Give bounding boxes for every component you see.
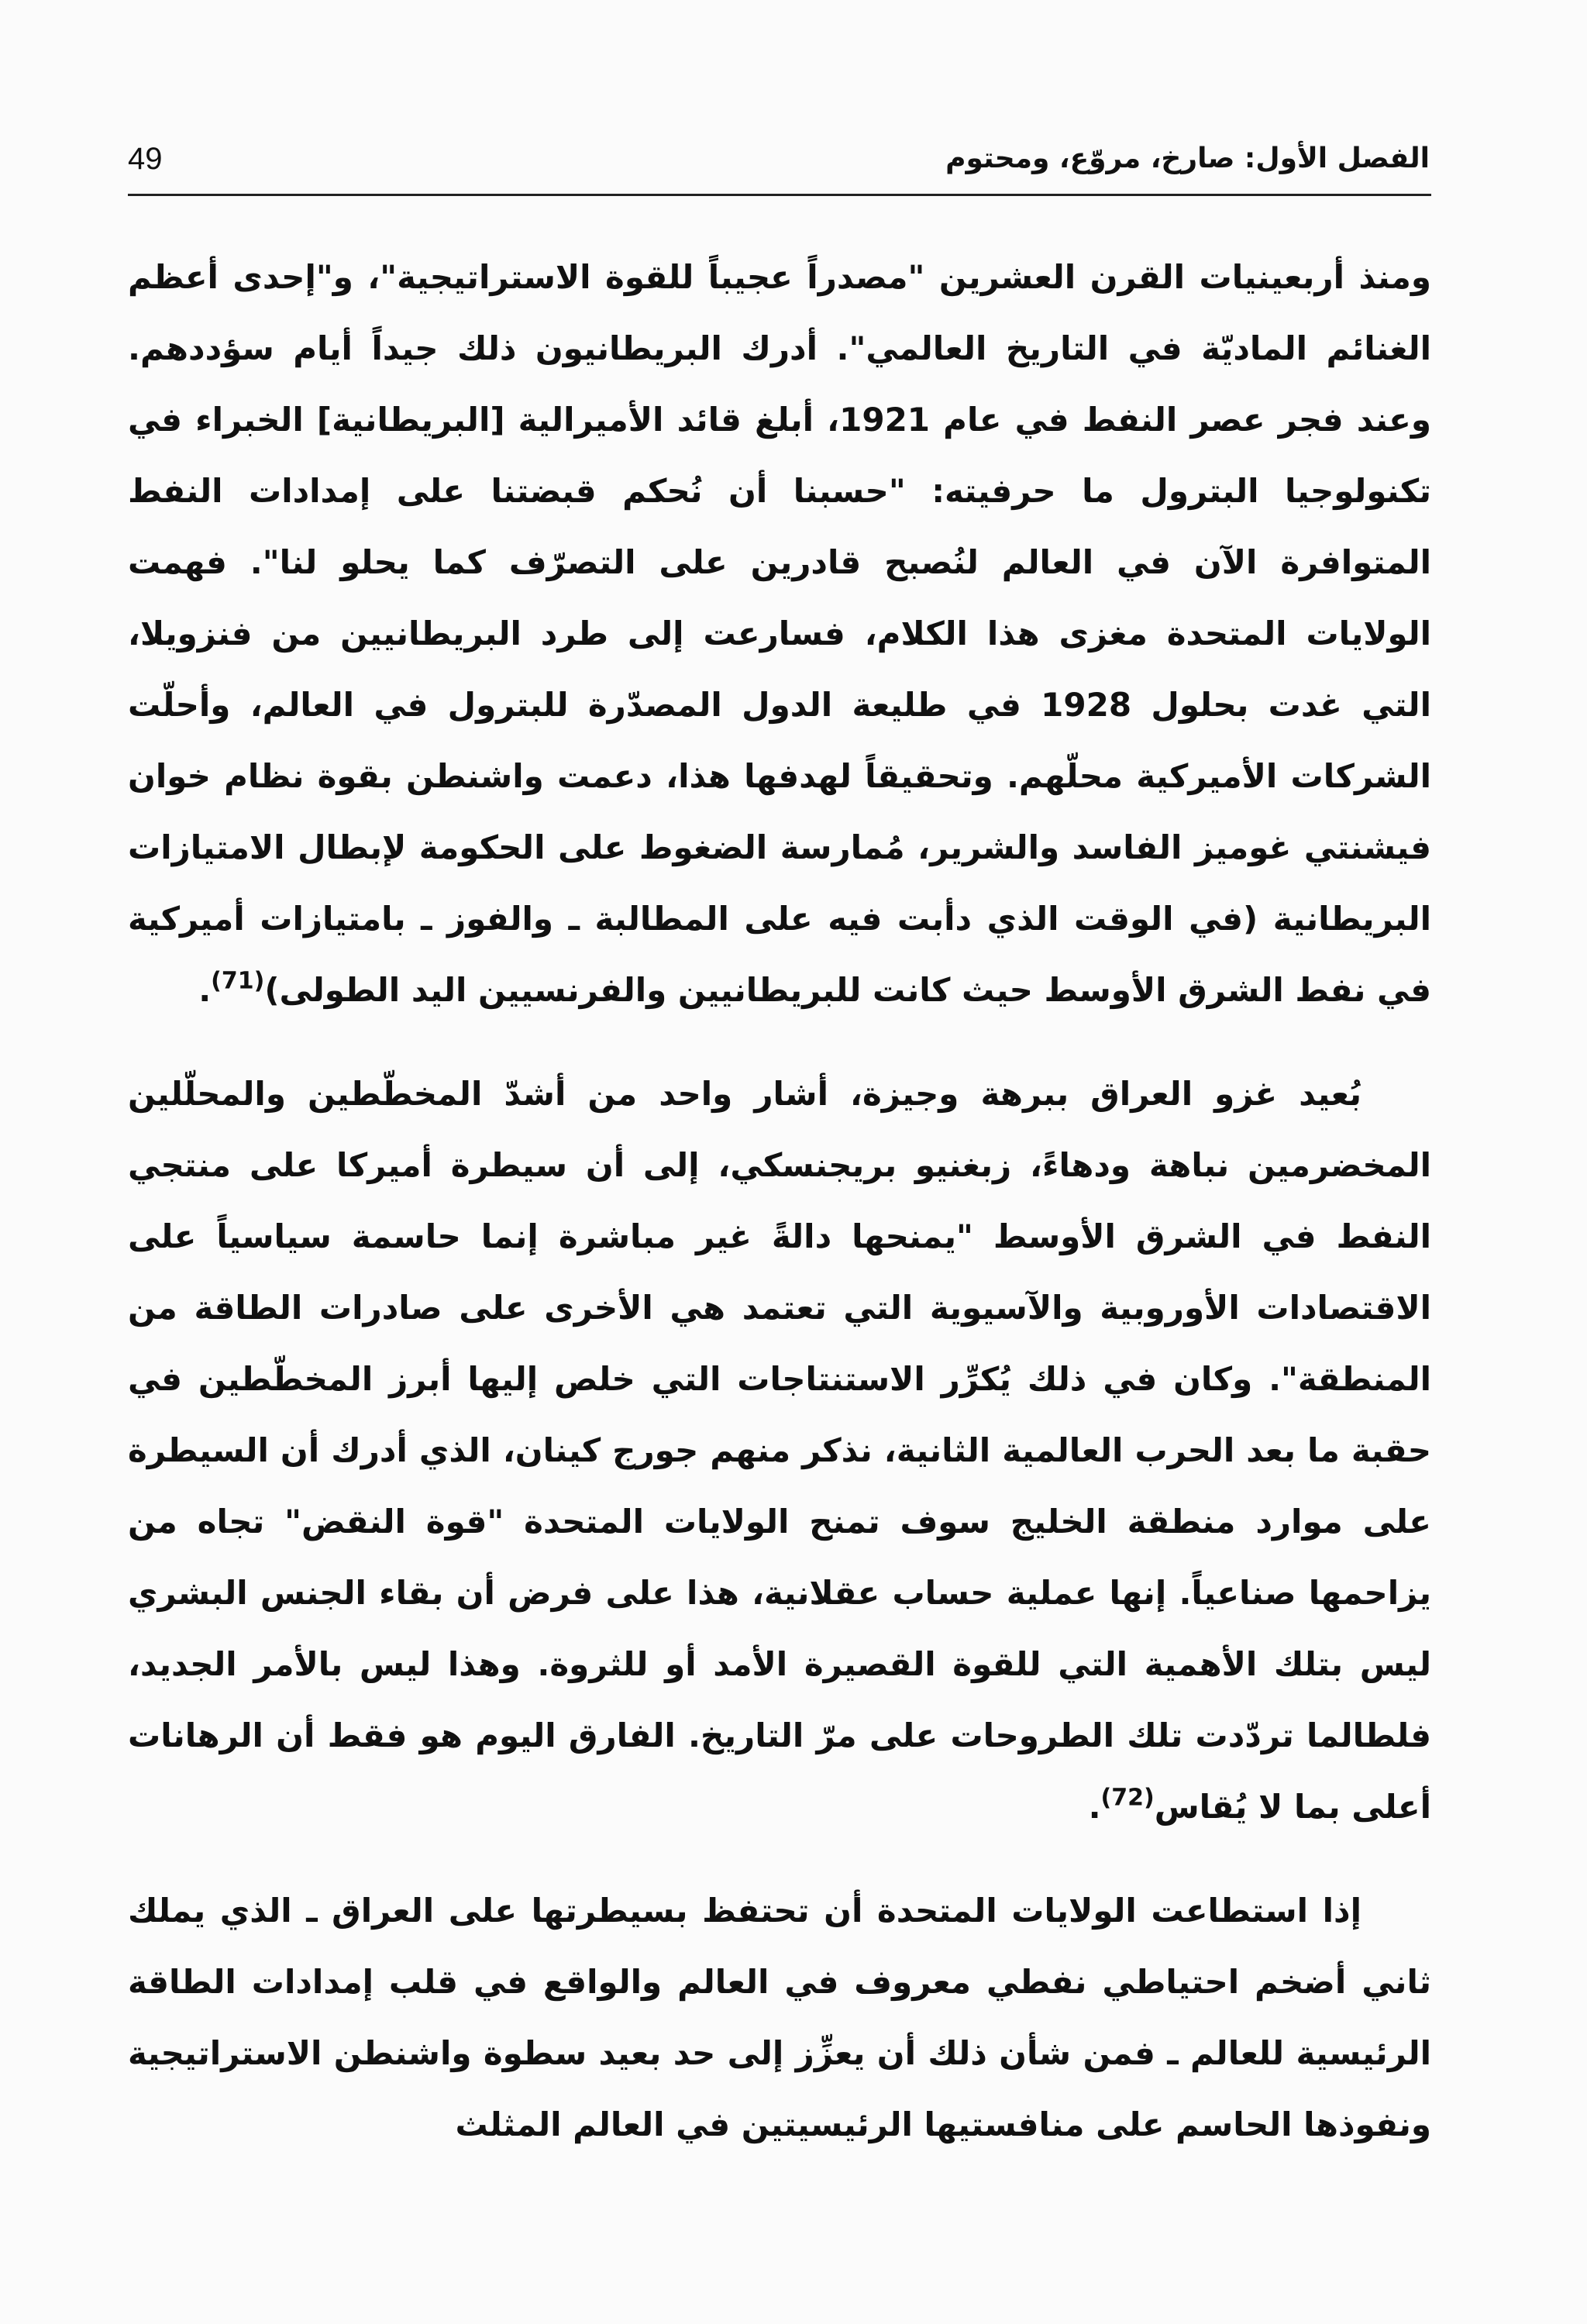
paragraph-2: [128, 1059, 1431, 1843]
page-header: [128, 132, 1430, 186]
paragraph-text: إذا استطاعت الولايات المتحدة أن تحتفظ بسيطرتها على العراق ـ الذي يملك ثاني أضخم احتياطي نفطي معروف في العالم والواقع في قلب إمدادات الطاقة الرئيسية للعالم ـ فمن شأن ذلك أن يعزِّز إلى حد بعيد سطوة واشنطن الاستراتيجية ونفوذها الحاسم على منافستيها الرئيسيتين في العالم المثلث: [128, 1892, 1431, 2143]
paragraph-text: ومنذ أربعينيات القرن العشرين "مصدراً عجيباً للقوة الاستراتيجية"، و"إحدى أعظم الغنائم الماديّة في التاريخ العالمي". أدرك البريطانيون ذلك جيداً أيام سؤددهم. وعند فجر عصر النفط في عام 1921، أبلغ قائد الأميرالية [البريطانية] الخبراء في تكنولوجيا البترول ما حرفيته: "حسبنا أن نُحكم قبضتنا على إمدادات النفط المتوافرة الآن في العالم لنُصبح قادرين على التصرّف كما يحلو لنا". فهمت الولايات المتحدة مغزى هذا الكلام، فسارعت إلى طرد البريطانيين من فنزويلا، التي غدت بحلول 1928 في طليعة الدول المصدّرة للبترول في العالم، وأحلّت الشركات الأميركية محلّهم. وتحقيقاً لهدفها هذا، دعمت واشنطن بقوة نظام خوان فيشنتي غوميز الفاسد والشرير، مُمارسة الضغوط على الحكومة لإبطال الامتيازات البريطانية (في الوقت الذي دأبت فيه على المطالبة ـ والفوز ـ بامتيازات أميركية في نفط الشرق الأوسط حيث كانت للبريطانيين والفرنسيين اليد الطولى): [128, 258, 1431, 1009]
header-divider: [128, 194, 1431, 196]
body-text: [128, 242, 1431, 2160]
paragraph-end: .: [1088, 1788, 1101, 1826]
chapter-title: الفصل الأول: صارخ، مروّع، ومحتوم: [945, 143, 1430, 174]
page-number: 49: [128, 142, 163, 176]
footnote-ref: (72): [1100, 1784, 1155, 1812]
paragraph-end: .: [198, 971, 212, 1009]
paragraph-3: [128, 1875, 1431, 2160]
footnote-ref: (71): [211, 967, 265, 995]
paragraph-1: [128, 242, 1431, 1026]
paragraph-text: بُعيد غزو العراق ببرهة وجيزة، أشار واحد من أشدّ المخطّطين والمحلّلين المخضرمين نباهة ودهاءً، زبغنيو بريجنسكي، إلى أن سيطرة أميركا على منتجي النفط في الشرق الأوسط "يمنحها دالةً غير مباشرة إنما حاسمة سياسياً على الاقتصادات الأوروبية والآسيوية التي تعتمد هي الأخرى على صادرات الطاقة من المنطقة". وكان في ذلك يُكرِّر الاستنتاجات التي خلص إليها أبرز المخطّطين في حقبة ما بعد الحرب العالمية الثانية، نذكر منهم جورج كينان، الذي أدرك أن السيطرة على موارد منطقة الخليج سوف تمنح الولايات المتحدة "قوة النقض" تجاه من يزاحمها صناعياً. إنها عملية حساب عقلانية، هذا على فرض أن بقاء الجنس البشري ليس بتلك الأهمية التي للقوة القصيرة الأمد أو للثروة. وهذا ليس بالأمر الجديد، فلطالما تردّدت تلك الطروحات على مرّ التاريخ. الفارق اليوم هو فقط أن الرهانات أعلى بما لا يُقاس: [128, 1075, 1431, 1826]
